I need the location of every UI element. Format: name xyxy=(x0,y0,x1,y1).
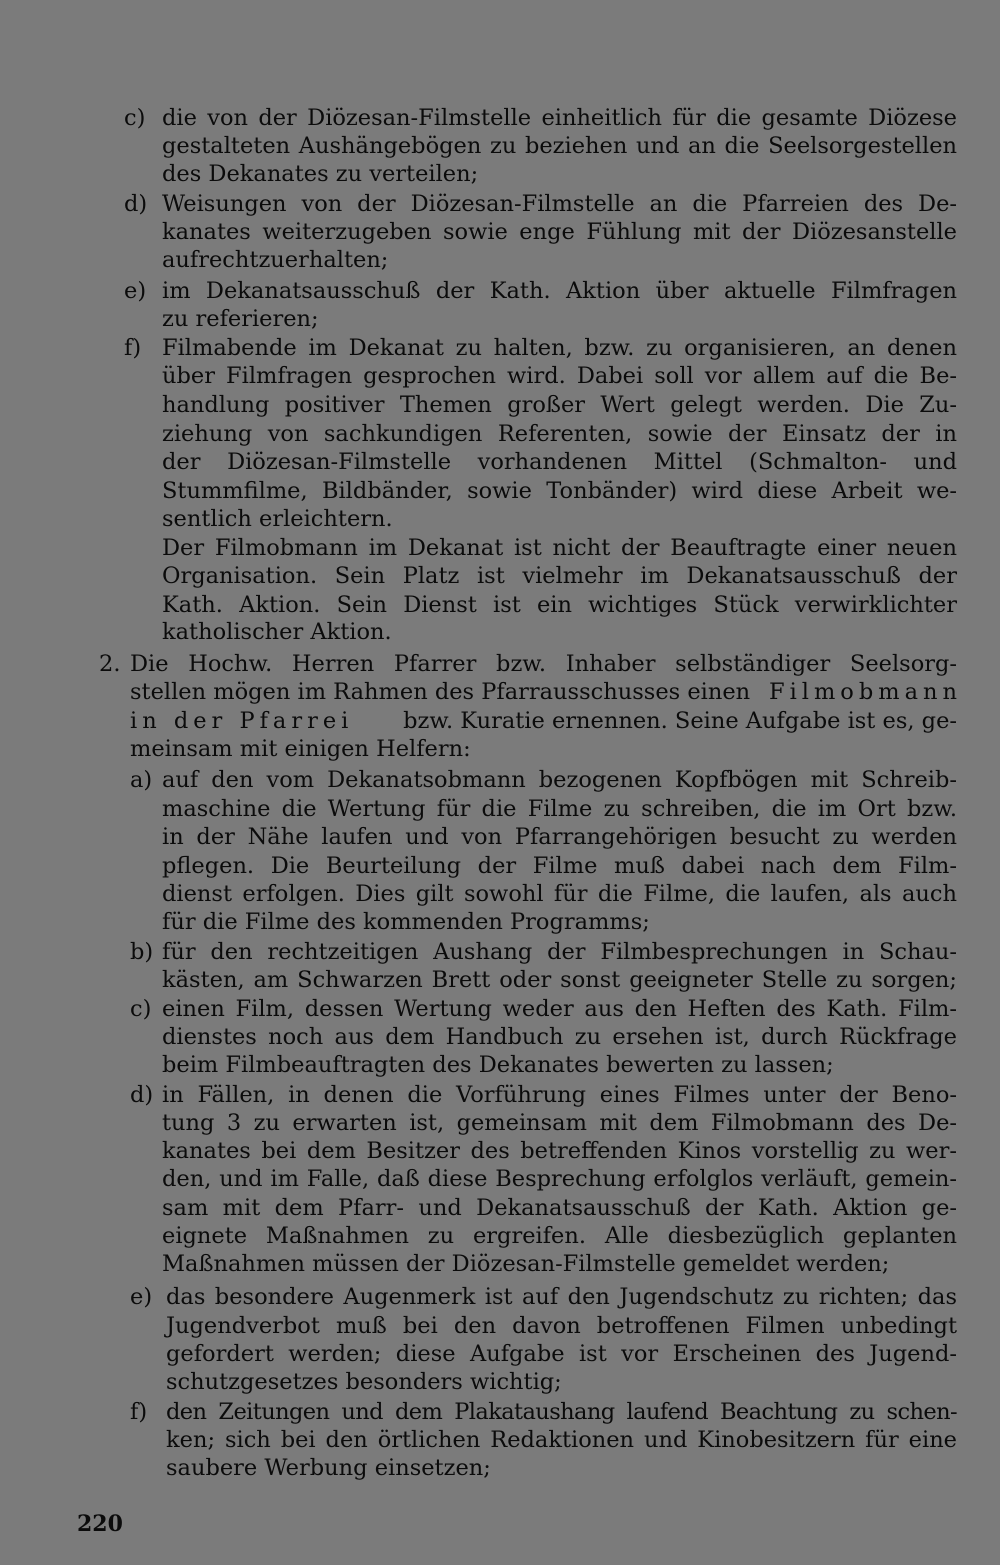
text-line: aufrechtzuerhalten; xyxy=(162,247,389,273)
text-line: sentlich erleichtern. xyxy=(162,506,393,532)
text-line: ken; sich bei den örtlichen Redaktionen und Kinobesitzern für eine xyxy=(166,1427,957,1453)
text-line: dienst erfolgen. Dies gilt sowohl für die Filme, die laufen, als auch xyxy=(162,881,957,907)
text-line: Stummfilme, Bildbänder, sowie Tonbänder) wird diese Arbeit we- xyxy=(162,478,957,504)
spaced-term-pfarrei: in der Pfarrei xyxy=(130,708,354,734)
item-marker: c) xyxy=(124,105,146,131)
text-line: Die Hochw. Herren Pfarrer bzw. Inhaber selbständiger Seelsorg- xyxy=(130,651,957,677)
text-line: kanates bei dem Besitzer des betreffenden Kinos vorstellig zu wer- xyxy=(162,1138,957,1164)
text-line: des Dekanates zu verteilen; xyxy=(162,161,479,187)
text-line: gefordert werden; diese Aufgabe ist vor Erscheinen des Jugend- xyxy=(166,1341,957,1367)
text-line xyxy=(130,707,957,736)
item-marker: e) xyxy=(130,1284,153,1310)
text-line: Weisungen von der Diözesan-Filmstelle an die Pfarreien des De- xyxy=(162,191,957,217)
section-marker: 2. xyxy=(99,651,121,677)
item-marker: c) xyxy=(130,996,152,1022)
item-marker: d) xyxy=(124,191,148,217)
text-span: stellen mögen im Rahmen des Pfarrausschusses einen xyxy=(130,679,751,705)
text-line: für die Filme des kommenden Programms; xyxy=(162,909,650,935)
text-line: im Dekanatsausschuß der Kath. Aktion über aktuelle Filmfragen xyxy=(162,278,957,304)
text-line: gestalteten Aushängebögen zu beziehen und an die Seelsorgestellen xyxy=(162,133,957,159)
text-line: den Zeitungen und dem Plakataushang laufend Beachtung zu schen- xyxy=(166,1399,957,1425)
text-line: Der Filmobmann im Dekanat ist nicht der Beauftragte einer neuen xyxy=(162,535,957,561)
text-line: den, und im Falle, daß diese Besprechung erfolglos verläuft, gemein- xyxy=(162,1166,957,1192)
item-marker: b) xyxy=(130,939,154,965)
text-line: das besondere Augenmerk ist auf den Jugendschutz zu richten; das xyxy=(166,1284,957,1310)
item-marker: a) xyxy=(130,767,153,793)
text-line: Kath. Aktion. Sein Dienst ist ein wichtiges Stück verwirklichter xyxy=(162,592,957,618)
text-line: ziehung von sachkundigen Referenten, sowie der Einsatz der in xyxy=(162,421,957,447)
text-line: tung 3 zu erwarten ist, gemeinsam mit dem Filmobmann des De- xyxy=(162,1110,957,1136)
text-line: der Diözesan-Filmstelle vorhandenen Mittel (Schmalton- und xyxy=(162,449,957,475)
text-line: katholischer Aktion. xyxy=(162,619,392,645)
text-line: maschine die Wertung für die Filme zu schreiben, die im Ort bzw. xyxy=(162,796,957,822)
text-line: in Fällen, in denen die Vorführung eines Filmes unter der Beno- xyxy=(162,1082,957,1108)
text-line: Maßnahmen müssen der Diözesan-Filmstelle gemeldet werden; xyxy=(162,1251,890,1277)
item-marker: f) xyxy=(124,335,142,361)
text-line: kanates weiterzugeben sowie enge Fühlung mit der Diözesanstelle xyxy=(162,219,957,245)
text-line: handlung positiver Themen großer Wert gelegt werden. Die Zu- xyxy=(162,392,957,418)
text-line: zu referieren; xyxy=(162,306,319,332)
item-marker: e) xyxy=(124,278,147,304)
text-line: Filmabende im Dekanat zu halten, bzw. zu organisieren, an denen xyxy=(162,335,957,361)
text-line: Organisation. Sein Platz ist vielmehr im Dekanatsausschuß der xyxy=(162,563,957,589)
text-line: sam mit dem Pfarr- und Dekanatsausschuß der Kath. Aktion ge- xyxy=(162,1195,957,1221)
text-line: pflegen. Die Beurteilung der Filme muß dabei nach dem Film- xyxy=(162,853,957,879)
text-span: bzw. Kuratie ernennen. Seine Aufgabe ist es, ge- xyxy=(403,708,957,734)
item-marker: f) xyxy=(130,1399,148,1425)
text-line: einen Film, dessen Wertung weder aus den Heften des Kath. Film- xyxy=(162,996,957,1022)
text-line: für den rechtzeitigen Aushang der Filmbesprechungen in Schau- xyxy=(162,939,957,965)
text-line: beim Filmbeauftragten des Dekanates bewerten zu lassen; xyxy=(162,1052,834,1078)
text-line: dienstes noch aus dem Handbuch zu ersehen ist, durch Rückfrage xyxy=(162,1024,957,1050)
text-line: eignete Maßnahmen zu ergreifen. Alle diesbezüglich geplanten xyxy=(162,1223,957,1249)
text-line: Jugendverbot muß bei den davon betroffenen Filmen unbedingt xyxy=(166,1313,957,1339)
spaced-term-filmobmann: Filmobmann xyxy=(768,679,962,705)
text-line: auf den vom Dekanatsobmann bezogenen Kopfbögen mit Schreib- xyxy=(162,767,957,793)
text-line: die von der Diözesan-Filmstelle einheitlich für die gesamte Diözese xyxy=(162,105,957,131)
text-line: meinsam mit einigen Helfern: xyxy=(130,736,471,762)
text-line: in der Nähe laufen und von Pfarrangehörigen besucht zu werden xyxy=(162,824,957,850)
text-line: schutzgesetzes besonders wichtig; xyxy=(166,1369,562,1395)
item-marker: d) xyxy=(130,1082,154,1108)
page-number: 220 xyxy=(77,1511,123,1537)
text-line xyxy=(130,678,962,707)
text-line: saubere Werbung einsetzen; xyxy=(166,1455,491,1481)
text-line: über Filmfragen gesprochen wird. Dabei soll vor allem auf die Be- xyxy=(162,363,957,389)
text-line: kästen, am Schwarzen Brett oder sonst geeigneter Stelle zu sorgen; xyxy=(162,967,957,993)
